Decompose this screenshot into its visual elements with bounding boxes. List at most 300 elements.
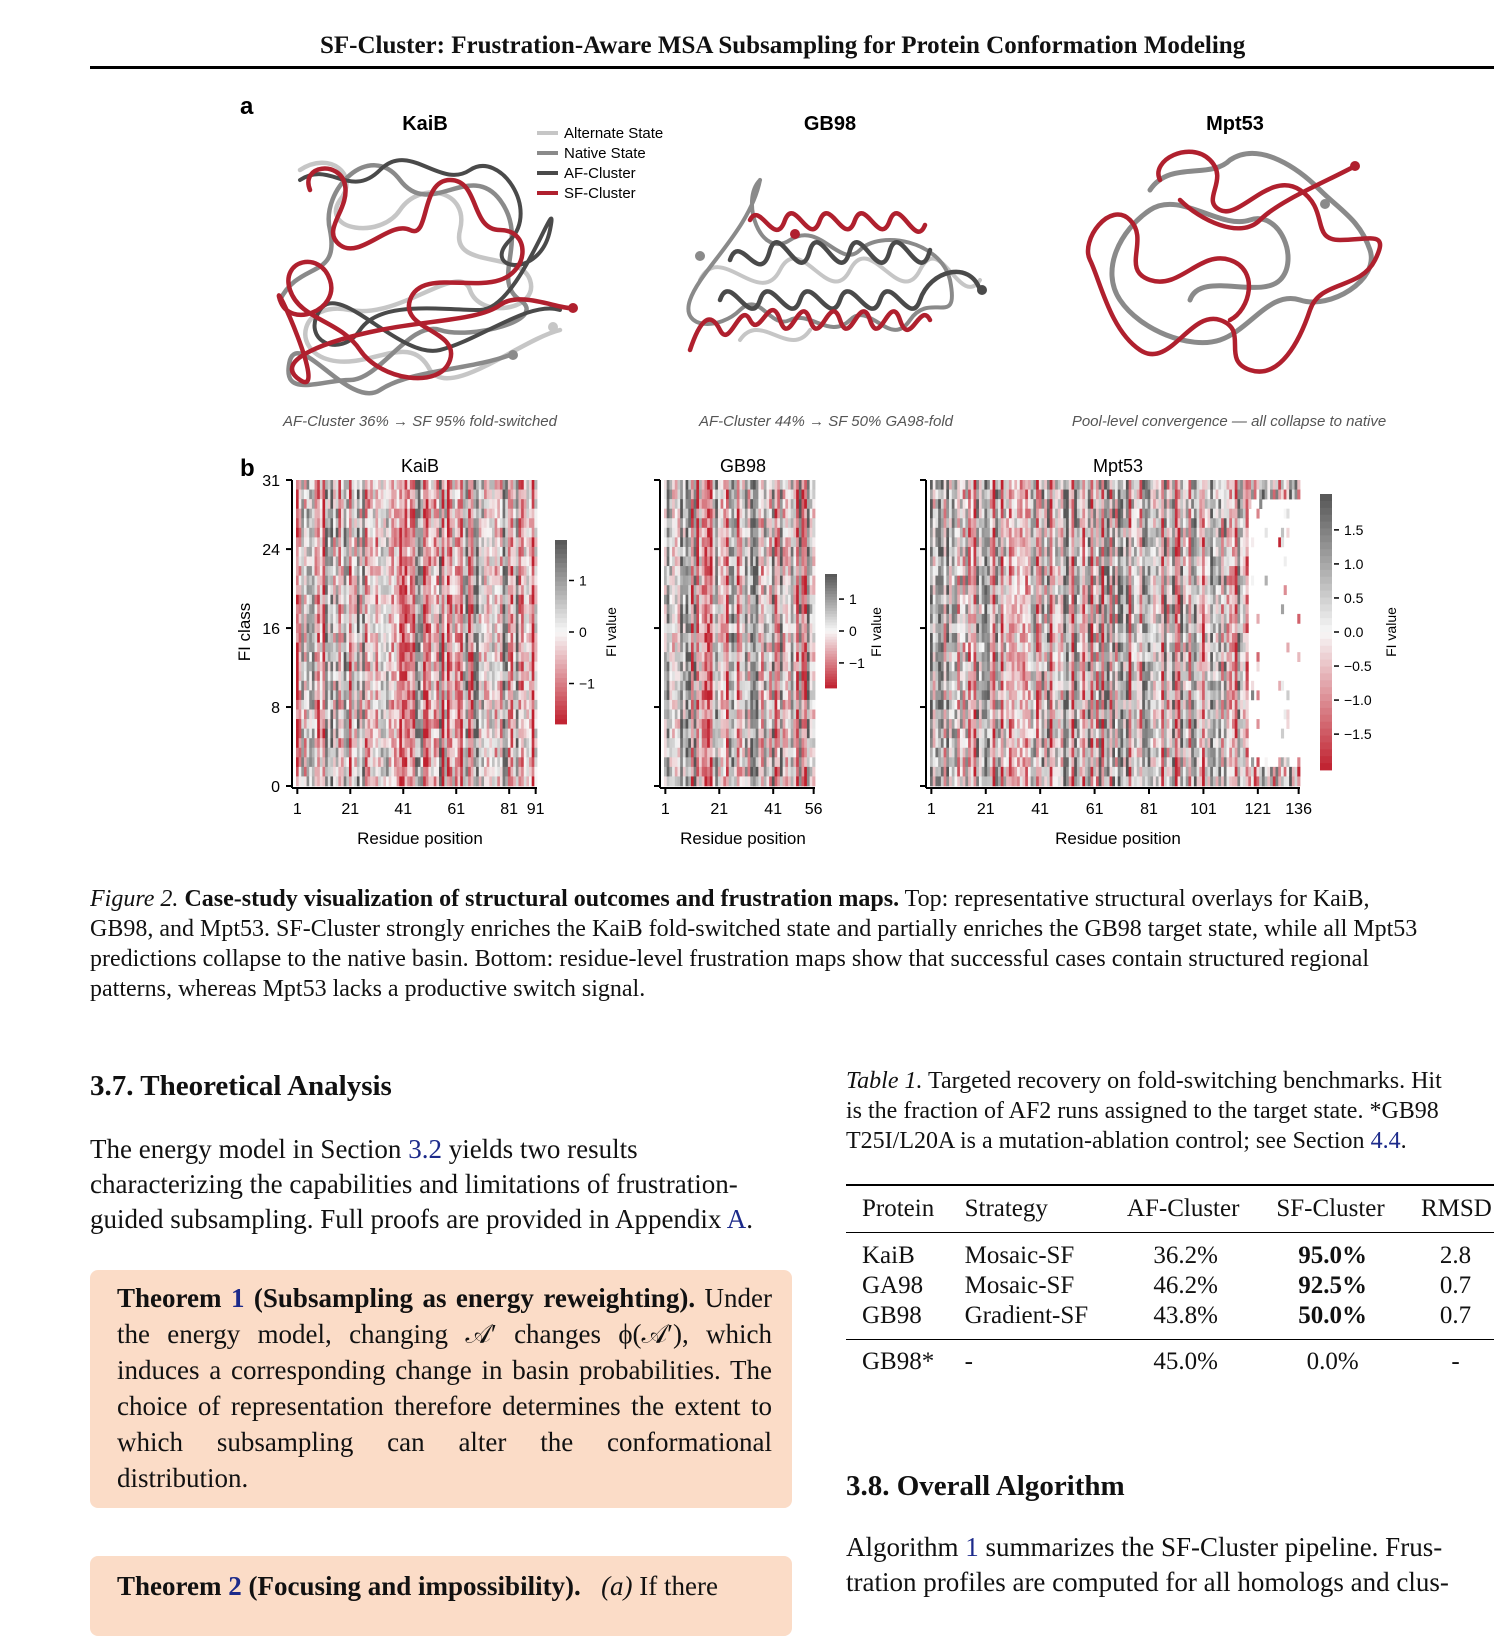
heatmap-cell xyxy=(761,614,764,624)
heatmap-cell xyxy=(704,480,707,490)
heatmap-cell xyxy=(721,480,724,490)
heatmap-cell xyxy=(710,585,713,595)
heatmap-cell xyxy=(664,690,667,700)
heatmap-cell xyxy=(516,623,519,633)
heatmap-cell xyxy=(775,576,778,586)
heatmap-cell xyxy=(745,662,748,672)
heatmap-cell xyxy=(317,490,320,500)
heatmap-cell xyxy=(455,509,458,519)
heatmap-cell xyxy=(447,700,450,710)
heatmap-cell xyxy=(299,480,302,490)
heatmap-cell xyxy=(748,480,751,490)
heatmap-cell xyxy=(375,776,378,786)
heatmap-cell xyxy=(370,652,373,662)
heatmap-cell xyxy=(360,566,363,576)
heatmap-cell xyxy=(368,710,371,720)
heatmap-cell xyxy=(487,623,490,633)
heatmap-cell xyxy=(702,710,705,720)
heatmap-cell xyxy=(495,662,498,672)
heatmap-cell xyxy=(745,623,748,633)
heatmap-cell xyxy=(772,566,775,576)
heatmap-cell xyxy=(935,776,938,786)
heatmap-cell xyxy=(930,604,933,614)
heatmap-cell xyxy=(680,710,683,720)
heatmap-cell xyxy=(399,757,402,767)
heatmap-cell xyxy=(740,623,743,633)
heatmap-cell xyxy=(500,537,503,547)
heatmap-cell xyxy=(463,623,466,633)
heatmap-cell xyxy=(338,700,341,710)
heatmap-cell xyxy=(691,681,694,691)
heatmap-cell xyxy=(431,776,434,786)
heatmap-cell xyxy=(699,767,702,777)
heatmap-cell xyxy=(750,528,753,538)
structure-mpt53 xyxy=(1072,113,1386,430)
colorbar-step xyxy=(555,604,567,609)
colorbar-step xyxy=(825,662,837,665)
heatmap-cell xyxy=(688,719,691,729)
heatmap-cell xyxy=(434,729,437,739)
heatmap-cell xyxy=(465,509,468,519)
heatmap-cell xyxy=(710,557,713,567)
heatmap-cell xyxy=(777,595,780,605)
x-axis-label: Residue position xyxy=(357,829,483,848)
heatmap-cell xyxy=(375,662,378,672)
heatmap-cell xyxy=(394,757,397,767)
heatmap-cell xyxy=(745,547,748,557)
colorbar-tick-label: −1 xyxy=(849,655,865,671)
heatmap-cell xyxy=(930,537,933,547)
heatmap-cell xyxy=(362,547,365,557)
heatmap-cell xyxy=(812,595,815,605)
heatmap-cell xyxy=(410,566,413,576)
heatmap-cell xyxy=(455,490,458,500)
heatmap-cell xyxy=(463,776,466,786)
heatmap-cell xyxy=(750,757,753,767)
heatmap-cell xyxy=(442,547,445,557)
heatmap-cell xyxy=(761,499,764,509)
heatmap-cell xyxy=(688,633,691,643)
running-header xyxy=(90,30,1494,69)
heatmap-cell xyxy=(362,480,365,490)
heatmap-cell xyxy=(447,767,450,777)
heatmap-cell xyxy=(793,604,796,614)
heatmap-cell xyxy=(394,595,397,605)
heatmap-cell xyxy=(399,490,402,500)
heatmap-cell xyxy=(766,719,769,729)
heatmap-cell xyxy=(696,490,699,500)
heatmap-cell xyxy=(415,557,418,567)
heatmap-cell xyxy=(726,643,729,653)
heatmap-cell xyxy=(812,518,815,528)
heatmap-cell xyxy=(402,566,405,576)
heatmap-cell xyxy=(513,585,516,595)
heatmap-cell xyxy=(375,490,378,500)
heatmap-cell xyxy=(362,499,365,509)
heatmap-cell xyxy=(338,748,341,758)
heatmap-cell xyxy=(511,729,514,739)
heatmap-cell xyxy=(346,509,349,519)
heatmap-cell xyxy=(930,614,933,624)
heatmap-cell xyxy=(370,557,373,567)
heatmap-cell xyxy=(354,738,357,748)
heatmap-cell xyxy=(378,509,381,519)
heatmap-cell xyxy=(723,566,726,576)
heatmap-cell xyxy=(802,738,805,748)
heatmap-cell xyxy=(447,748,450,758)
heatmap-cell xyxy=(753,537,756,547)
heatmap-cell xyxy=(386,595,389,605)
heatmap-cell xyxy=(534,767,537,777)
heatmap-cell xyxy=(439,757,442,767)
heatmap-cell xyxy=(793,748,796,758)
heatmap-cell xyxy=(410,547,413,557)
heatmap-cell xyxy=(455,547,458,557)
heatmap-cell xyxy=(365,566,368,576)
heatmap-cell xyxy=(740,499,743,509)
heatmap-cell xyxy=(460,729,463,739)
heatmap-cell xyxy=(455,690,458,700)
heatmap-cell xyxy=(391,767,394,777)
heatmap-cell xyxy=(810,499,813,509)
heatmap-cell xyxy=(930,490,933,500)
heatmap-cell xyxy=(783,490,786,500)
heatmap-cell xyxy=(368,614,371,624)
heatmap-cell xyxy=(479,719,482,729)
heatmap-cell xyxy=(299,604,302,614)
heatmap-cell xyxy=(407,710,410,720)
heatmap-cell xyxy=(407,518,410,528)
heatmap-cell xyxy=(426,681,429,691)
heatmap-cell xyxy=(758,490,761,500)
heatmap-cell xyxy=(375,729,378,739)
heatmap-cell xyxy=(344,748,347,758)
heatmap-cell xyxy=(354,652,357,662)
heatmap-cell xyxy=(497,604,500,614)
heatmap-cell xyxy=(704,767,707,777)
heatmap-cell xyxy=(680,528,683,538)
heatmap-cell xyxy=(810,633,813,643)
heatmap-cell xyxy=(368,499,371,509)
heatmap-cell xyxy=(521,566,524,576)
colorbar-step xyxy=(825,628,837,631)
heatmap-cell xyxy=(325,776,328,786)
heatmap-cell xyxy=(497,585,500,595)
heatmap-cell xyxy=(338,604,341,614)
heatmap-cell xyxy=(788,700,791,710)
colorbar-step xyxy=(555,641,567,646)
heatmap-cell xyxy=(375,738,378,748)
heatmap-cell xyxy=(458,729,461,739)
heatmap-cell xyxy=(734,585,737,595)
heatmap-cell xyxy=(793,662,796,672)
heatmap-cell xyxy=(465,595,468,605)
heatmap-cell xyxy=(455,633,458,643)
heatmap-cell xyxy=(420,681,423,691)
heatmap-cell xyxy=(436,566,439,576)
heatmap-cell xyxy=(346,757,349,767)
heatmap-cell xyxy=(677,757,680,767)
heatmap-cell xyxy=(444,729,447,739)
heatmap-cell xyxy=(368,518,371,528)
heatmap-cell xyxy=(769,757,772,767)
heatmap-cell xyxy=(699,700,702,710)
heatmap-cell xyxy=(458,700,461,710)
heatmap-cell xyxy=(315,585,318,595)
heatmap-cell xyxy=(304,700,307,710)
heatmap-cell xyxy=(750,614,753,624)
heatmap-cell xyxy=(505,576,508,586)
heatmap-cell xyxy=(389,757,392,767)
heatmap-cell xyxy=(312,557,315,567)
heatmap-cell xyxy=(780,557,783,567)
heatmap-cell xyxy=(370,499,373,509)
heatmap-cell xyxy=(473,690,476,700)
heatmap-cell xyxy=(791,518,794,528)
heatmap-cell xyxy=(309,643,312,653)
heatmap-cell xyxy=(667,690,670,700)
heatmap-cell xyxy=(434,700,437,710)
heatmap-cell xyxy=(373,757,376,767)
heatmap-cell xyxy=(532,767,535,777)
heatmap-cell xyxy=(407,604,410,614)
heatmap-cell xyxy=(399,662,402,672)
heatmap-cell xyxy=(383,700,386,710)
heatmap-cell xyxy=(713,767,716,777)
heatmap-cell xyxy=(675,662,678,672)
heatmap-cell xyxy=(402,700,405,710)
heatmap-cell xyxy=(410,480,413,490)
heatmap-cell xyxy=(307,528,310,538)
heatmap-cell xyxy=(788,776,791,786)
heatmap-cell xyxy=(365,633,368,643)
heatmap-cell xyxy=(465,633,468,643)
heatmap-cell xyxy=(418,700,421,710)
heatmap-cell xyxy=(386,662,389,672)
heatmap-cell xyxy=(397,585,400,595)
heatmap-cell xyxy=(715,518,718,528)
heatmap-cell xyxy=(734,662,737,672)
heatmap-cell xyxy=(375,576,378,586)
heatmap-cell xyxy=(487,490,490,500)
heatmap-cell xyxy=(524,738,527,748)
heatmap-cell xyxy=(748,576,751,586)
heatmap-cell xyxy=(745,595,748,605)
heatmap-cell xyxy=(352,767,355,777)
heatmap-cell xyxy=(766,729,769,739)
heatmap-cell xyxy=(362,557,365,567)
heatmap-cell xyxy=(455,614,458,624)
heatmap-cell xyxy=(766,509,769,519)
heatmap-cell xyxy=(804,643,807,653)
heatmap-cell xyxy=(677,585,680,595)
heatmap-cell xyxy=(333,623,336,633)
heatmap-cell xyxy=(788,585,791,595)
heatmap-cell xyxy=(680,499,683,509)
heatmap-cell xyxy=(487,518,490,528)
heatmap-cell xyxy=(322,576,325,586)
heatmap-cell xyxy=(524,633,527,643)
heatmap-cell xyxy=(309,499,312,509)
heatmap-cell xyxy=(667,710,670,720)
heatmap-cell xyxy=(349,614,352,624)
heatmap-cell xyxy=(312,528,315,538)
heatmap-cell xyxy=(769,710,772,720)
heatmap-cell xyxy=(718,547,721,557)
heatmap-cell xyxy=(447,585,450,595)
x-tick-label: 56 xyxy=(805,801,823,818)
colorbar-step xyxy=(555,563,567,568)
heatmap-cell xyxy=(415,719,418,729)
heatmap-cell xyxy=(664,537,667,547)
heatmap-cell xyxy=(804,604,807,614)
structure-kaib xyxy=(279,113,578,430)
heatmap-cell xyxy=(696,614,699,624)
heatmap-cell xyxy=(357,710,360,720)
heatmap-cell xyxy=(729,499,732,509)
heatmap-cell xyxy=(812,700,815,710)
heatmap-cell xyxy=(413,585,416,595)
heatmap-cell xyxy=(783,643,786,653)
heatmap-cell xyxy=(745,671,748,681)
heatmap-cell xyxy=(503,729,506,739)
heatmap-cell xyxy=(686,738,689,748)
heatmap-cell xyxy=(935,480,938,490)
heatmap-cell xyxy=(389,767,392,777)
heatmap-cell xyxy=(333,738,336,748)
heatmap-cell xyxy=(375,748,378,758)
heatmap-cell xyxy=(368,738,371,748)
heatmap-cell xyxy=(407,643,410,653)
heatmap-cell xyxy=(296,633,299,643)
heatmap-cell xyxy=(704,490,707,500)
heatmap-cell xyxy=(399,528,402,538)
heatmap-cell xyxy=(352,576,355,586)
heatmap-cell xyxy=(447,537,450,547)
heatmap-cell xyxy=(479,652,482,662)
heatmap-cell xyxy=(511,585,514,595)
heatmap-cell xyxy=(373,614,376,624)
heatmap-cell xyxy=(373,633,376,643)
heatmap-cell xyxy=(307,748,310,758)
heatmap-cell xyxy=(534,633,537,643)
heatmap-cell xyxy=(669,518,672,528)
heatmap-cell xyxy=(521,480,524,490)
heatmap-cell xyxy=(686,662,689,672)
heatmap-cell xyxy=(723,604,726,614)
heatmap-cell xyxy=(434,499,437,509)
heatmap-cell xyxy=(423,757,426,767)
heatmap-cell xyxy=(933,690,936,700)
heatmap-cell xyxy=(328,652,331,662)
heatmap-cell xyxy=(699,738,702,748)
heatmap-cell xyxy=(492,490,495,500)
heatmap-cell xyxy=(529,585,532,595)
heatmap-cell xyxy=(726,710,729,720)
heatmap-cell xyxy=(675,738,678,748)
heatmap-cell xyxy=(442,537,445,547)
heatmap-cell xyxy=(330,700,333,710)
heatmap-cell xyxy=(489,576,492,586)
heatmap-cell xyxy=(368,566,371,576)
heatmap-cell xyxy=(368,748,371,758)
heatmap-cell xyxy=(788,604,791,614)
heatmap-cell xyxy=(320,518,323,528)
heatmap-cell xyxy=(370,490,373,500)
heatmap-cell xyxy=(680,662,683,672)
heatmap-cell xyxy=(431,757,434,767)
heatmap-cell xyxy=(315,537,318,547)
heatmap-cell xyxy=(672,499,675,509)
heatmap-cell xyxy=(322,490,325,500)
heatmap-cell xyxy=(750,681,753,691)
heatmap-cell xyxy=(758,748,761,758)
heatmap-cell xyxy=(737,595,740,605)
heatmap-cell xyxy=(468,585,471,595)
heatmap-cell xyxy=(458,776,461,786)
heatmap-cell xyxy=(428,767,431,777)
heatmap-cell xyxy=(407,633,410,643)
heatmap-cell xyxy=(423,748,426,758)
heatmap-cell xyxy=(386,623,389,633)
heatmap-cell xyxy=(726,528,729,538)
heatmap-cell xyxy=(503,662,506,672)
heatmap-cell xyxy=(804,490,807,500)
heatmap-cell xyxy=(677,566,680,576)
heatmap-cell xyxy=(766,480,769,490)
heatmap-cell xyxy=(383,585,386,595)
heatmap-cell xyxy=(667,757,670,767)
heatmap-cell xyxy=(304,633,307,643)
heatmap-cell xyxy=(769,767,772,777)
heatmap-cell xyxy=(766,614,769,624)
heatmap-cell xyxy=(418,518,421,528)
heatmap-cell xyxy=(713,748,716,758)
colorbar-step xyxy=(555,545,567,550)
heatmap-cell xyxy=(731,757,734,767)
heatmap-cell xyxy=(484,499,487,509)
heatmap-cell xyxy=(810,547,813,557)
heatmap-cell xyxy=(397,614,400,624)
heatmap-cell xyxy=(675,518,678,528)
heatmap-cell xyxy=(476,480,479,490)
heatmap-cell xyxy=(455,499,458,509)
heatmap-cell xyxy=(721,767,724,777)
heatmap-cell xyxy=(484,604,487,614)
heatmap-cell xyxy=(505,729,508,739)
heatmap-cell xyxy=(296,729,299,739)
heatmap-cell xyxy=(772,557,775,567)
heatmap-cell xyxy=(511,710,514,720)
heatmap-cell xyxy=(785,595,788,605)
heatmap-cell xyxy=(465,528,468,538)
heatmap-cell xyxy=(444,528,447,538)
heatmap-cell xyxy=(683,776,686,786)
heatmap-cell xyxy=(788,576,791,586)
heatmap-cell xyxy=(439,490,442,500)
heatmap-cell xyxy=(810,518,813,528)
heatmap-cell xyxy=(487,690,490,700)
heatmap-cell xyxy=(686,557,689,567)
heatmap-cell xyxy=(933,681,936,691)
heatmap-cell xyxy=(503,757,506,767)
heatmap-cell xyxy=(330,690,333,700)
heatmap-cell xyxy=(460,757,463,767)
heatmap-cell xyxy=(322,604,325,614)
heatmap-cell xyxy=(532,662,535,672)
heatmap-cell xyxy=(317,652,320,662)
panel-a-label: a xyxy=(240,93,254,120)
